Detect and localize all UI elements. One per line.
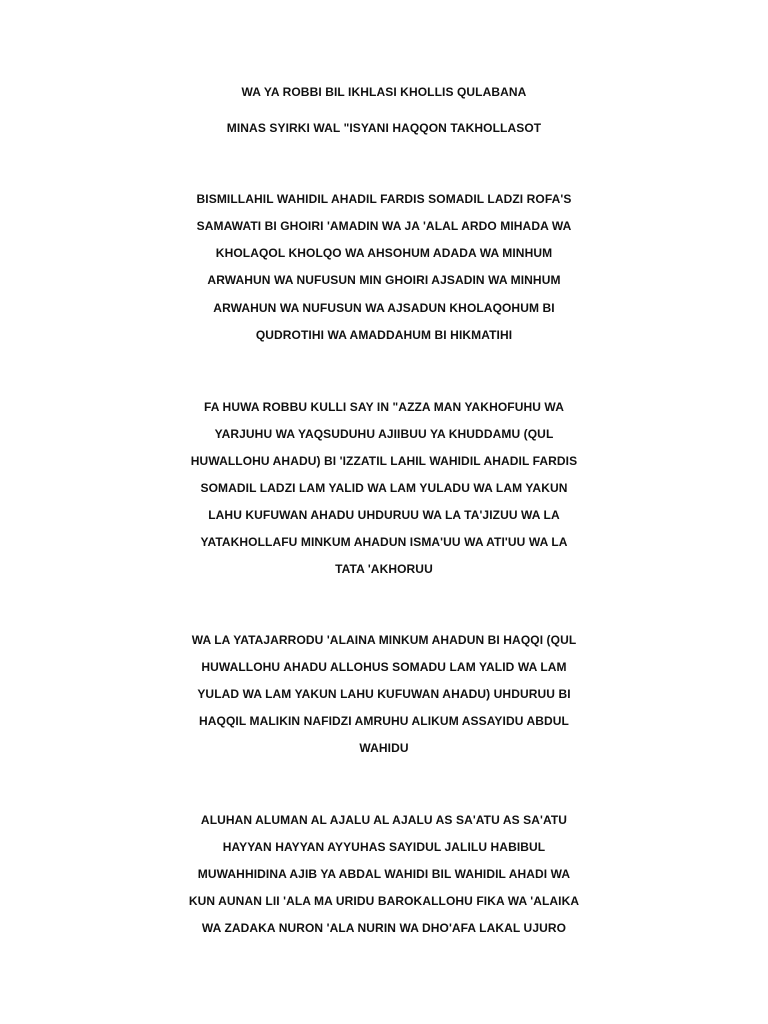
heading-line: MINAS SYIRKI WAL "ISYANI HAQQON TAKHOLLASOT xyxy=(226,121,542,135)
paragraph-line: HUWALLOHU AHADU ALLOHUS SOMADU LAM YALID WA LAM xyxy=(201,660,567,674)
paragraph-line: WA LA YATAJARRODU 'ALAINA MINKUM AHADUN BI HAQQI (QUL xyxy=(191,633,577,647)
paragraph-line: LAHU KUFUWAN AHADU UHDURUU WA LA TA'JIZUU WA LA xyxy=(208,508,560,522)
paragraph-line: SAMAWATI BI GHOIRI 'AMADIN WA JA 'ALAL ARDO MIHADA WA xyxy=(196,219,572,233)
paragraph-line: ARWAHUN WA NUFUSUN WA AJSADUN KHOLAQOHUM BI xyxy=(213,301,555,315)
paragraph-line: MUWAHHIDINA AJIB YA ABDAL WAHIDI BIL WAHIDIL AHADI WA xyxy=(197,867,571,881)
paragraph-line: YARJUHU WA YAQSUDUHU AJIIBUU YA KHUDDAMU (QUL xyxy=(214,427,554,441)
paragraph-line: ARWAHUN WA NUFUSUN MIN GHOIRI AJSADIN WA MINHUM xyxy=(207,273,561,287)
paragraph-line: HAQQIL MALIKIN NAFIDZI AMRUHU ALIKUM ASSAYIDU ABDUL xyxy=(199,714,569,728)
paragraph-line: WA ZADAKA NURON 'ALA NURIN WA DHO'AFA LAKAL UJURO xyxy=(201,921,567,935)
paragraph-line: FA HUWA ROBBU KULLI SAY IN "AZZA MAN YAKHOFUHU WA xyxy=(204,400,564,414)
paragraph-line: QUDROTIHI WA AMADDAHUM BI HIKMATIHI xyxy=(255,328,513,342)
paragraph-line: YULAD WA LAM YAKUN LAHU KUFUWAN AHADU) UHDURUU BI xyxy=(197,687,571,701)
paragraph-line: HAYYAN HAYYAN AYYUHAS SAYIDUL JALILU HABIBUL xyxy=(222,840,546,854)
paragraph-line: KHOLAQOL KHOLQO WA AHSOHUM ADADA WA MINHUM xyxy=(215,246,553,260)
paragraph-line: KUN AUNAN LII 'ALA MA URIDU BAROKALLOHU FIKA WA 'ALAIKA xyxy=(188,894,580,908)
paragraph-line: ALUHAN ALUMAN AL AJALU AL AJALU AS SA'ATU AS SA'ATU xyxy=(200,813,568,827)
paragraph-line: SOMADIL LADZI LAM YALID WA LAM YULADU WA LAM YAKUN xyxy=(200,481,568,495)
paragraph-line: HUWALLOHU AHADU) BI 'IZZATIL LAHIL WAHIDIL AHADIL FARDIS xyxy=(190,454,578,468)
paragraph-line: BISMILLAHIL WAHIDIL AHADIL FARDIS SOMADIL LADZI ROFA'S xyxy=(196,192,572,206)
heading-line: WA YA ROBBI BIL IKHLASI KHOLLIS QULABANA xyxy=(241,85,527,99)
paragraph-line: TATA 'AKHORUU xyxy=(335,562,433,576)
paragraph-line: WAHIDU xyxy=(359,741,409,755)
paragraph-line: YATAKHOLLAFU MINKUM AHADUN ISMA'UU WA ATI'UU WA LA xyxy=(200,535,568,549)
